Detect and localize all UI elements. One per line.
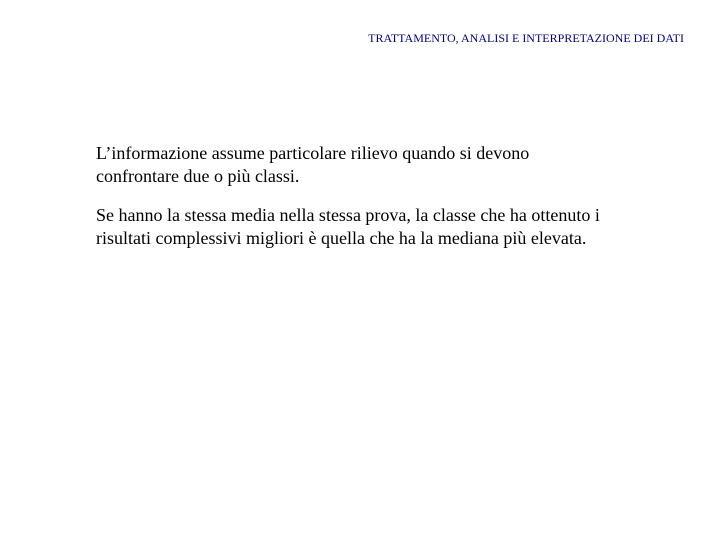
header-title: TRATTAMENTO, ANALISI E INTERPRETAZIONE DEI DATI	[368, 31, 684, 45]
paragraph-median: Se hanno la stessa media nella stessa prova, la classe che ha ottenuto i risultati complessivi migliori è quella che ha la mediana più elevata.	[96, 205, 600, 248]
paragraph-intro: L’informazione assume particolare rilievo quando si devono confrontare due o più classi.	[96, 143, 530, 186]
slide-content	[96, 142, 616, 266]
